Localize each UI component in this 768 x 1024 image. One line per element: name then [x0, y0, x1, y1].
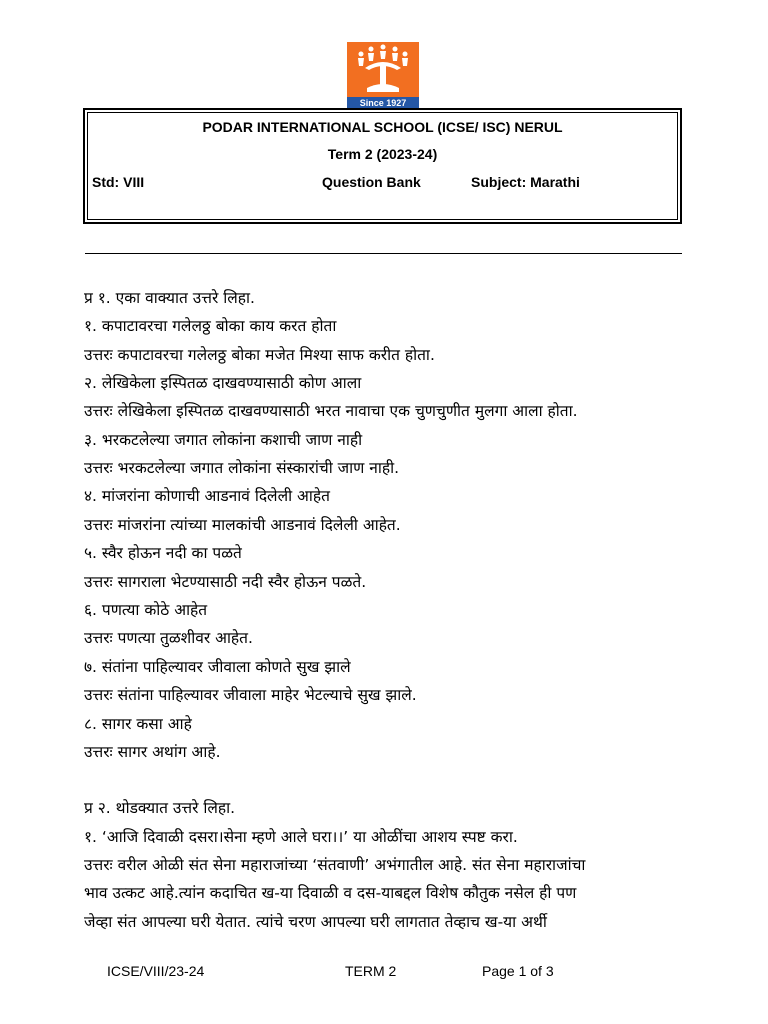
answer-line: उत्तरः मांजरांना त्यांच्या मालकांची आडनावं दिलेली आहेत.	[84, 516, 401, 534]
question-line: ५. स्वैर होऊन नदी का पळते	[84, 544, 242, 562]
footer-code: ICSE/VIII/23-24	[107, 963, 205, 979]
header-inner-border	[87, 112, 678, 220]
answer-line: उत्तरः वरील ओळी संत सेना महाराजांच्या ‘संतवाणी’ अभंगातील आहे. संत सेना महाराजांचा	[84, 856, 586, 874]
question-line: १. कपाटावरचा गलेलठ्ठ बोका काय करत होता	[84, 317, 337, 335]
section-heading: प्र २. थोडक्यात उत्तरे लिहा.	[84, 799, 236, 817]
answer-line: उत्तरः पणत्या तुळशीवर आहेत.	[84, 629, 253, 647]
doc-type-label: Question Bank	[322, 174, 421, 190]
answer-line: उत्तरः संतांना पाहिल्यावर जीवाला माहेर भेटल्याचे सुख झाले.	[84, 686, 417, 704]
header-box	[83, 108, 682, 224]
question-line: १. ‘आजि दिवाळी दसरा।सेना म्हणे आले घरा।।’ या ओळींचा आशय स्पष्ट करा.	[84, 828, 518, 846]
answer-line: उत्तरः सागराला भेटण्यासाठी नदी स्वैर होऊन पळते.	[84, 573, 367, 591]
section-heading: प्र १. एका वाक्यात उत्तरे लिहा.	[84, 289, 255, 307]
term-label: Term 2 (2023-24)	[327, 146, 438, 162]
std-label: Std: VIII	[92, 174, 145, 190]
question-line: ८. सागर कसा आहे	[84, 715, 192, 733]
divider-line	[85, 253, 682, 254]
answer-line: उत्तरः सागर अथांग आहे.	[84, 743, 221, 761]
answer-line: भाव उत्कट आहे.त्यांन कदाचित ख-या दिवाळी व दस-याबद्दल विशेष कौतुक नसेल ही पण	[84, 884, 577, 902]
tree-children-icon	[347, 42, 419, 97]
question-line: २. लेखिकेला इस्पितळ दाखवण्यासाठी कोण आला	[84, 374, 362, 392]
question-line: ४. मांजरांना कोणाची आडनावं दिलेली आहेत	[84, 487, 330, 505]
school-logo	[347, 42, 419, 109]
question-line: ३. भरकटलेल्या जगात लोकांना कशाची जाण नाही	[84, 431, 363, 449]
since-band: Since 1927	[347, 97, 419, 109]
answer-line: उत्तरः लेखिकेला इस्पितळ दाखवण्यासाठी भरत नावाचा एक चुणचुणीत मुलगा आला होता.	[84, 402, 578, 420]
school-name: PODAR INTERNATIONAL SCHOOL (ICSE/ ISC) NERUL	[202, 119, 563, 135]
question-line: ६. पणत्या कोठे आहेत	[84, 601, 208, 619]
answer-line: उत्तरः भरकटलेल्या जगात लोकांना संस्कारांची जाण नाही.	[84, 459, 400, 477]
answer-line: जेव्हा संत आपल्या घरी येतात. त्यांचे चरण आपल्या घरी लागतात तेव्हाच ख-या अर्थी	[84, 913, 547, 931]
question-line: ७. संतांना पाहिल्यावर जीवाला कोणते सुख झाले	[84, 658, 351, 676]
footer-page-number: Page 1 of 3	[482, 963, 554, 979]
footer-term: TERM 2	[345, 963, 397, 979]
answer-line: उत्तरः कपाटावरचा गलेलठ्ठ बोका मजेत मिश्या साफ करीत होता.	[84, 346, 435, 364]
subject-label: Subject: Marathi	[471, 174, 580, 190]
